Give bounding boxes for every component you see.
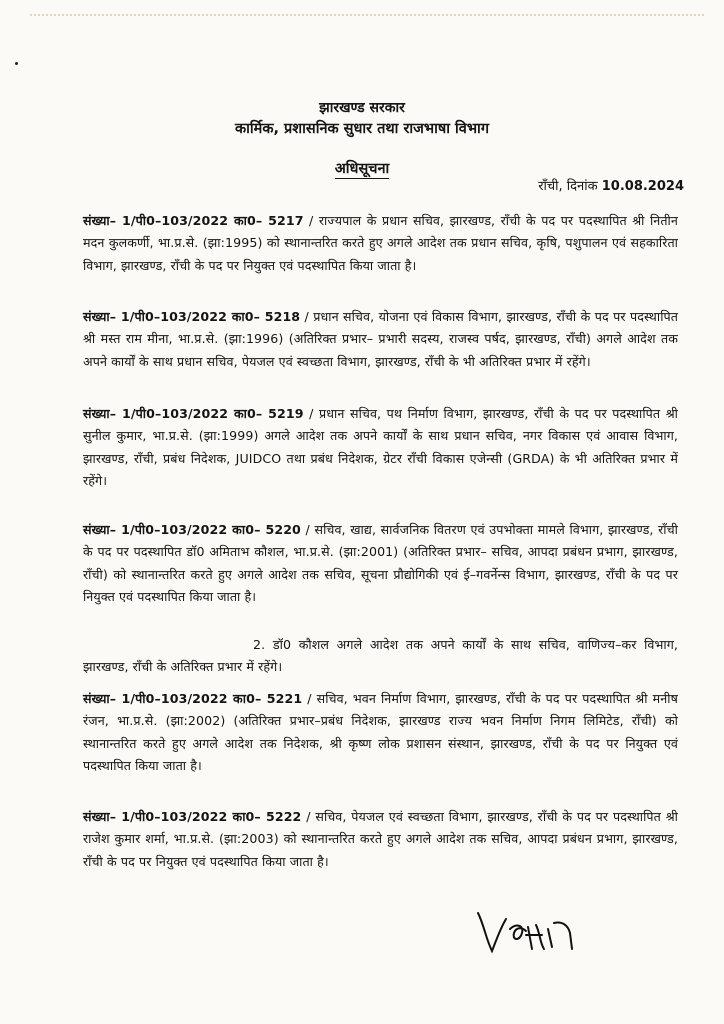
order-paragraph [83,806,678,873]
order-reference: संख्या– 1/पी0–103/2022 का0– 5218 [83,309,301,324]
order-reference: संख्या– 1/पी0–103/2022 का0– 5222 [83,809,302,824]
sub-paragraph: 2. डॉ0 कौशल अगले आदेश तक अपने कार्यों के साथ सचिव, वाणिज्य–कर विभाग, झारखण्ड, राँची के अतिरिक्त प्रभार में रहेंगे। [83,637,678,675]
date-line [538,176,684,194]
department-heading: कार्मिक, प्रशासनिक सुधार तथा राजभाषा विभाग [235,121,489,137]
order-reference: संख्या– 1/पी0–103/2022 का0– 5220 [83,522,301,537]
order-paragraph [83,306,678,373]
order-text: / प्रधान सचिव, योजना एवं विकास विभाग, झारखण्ड, राँची के पद पर पदस्थापित श्री मस्त राम मीना, भा.प्र.से. (झा:1996) (अतिरिक्त प्रभार– प्रभारी सदस्य, राजस्व पर्षद, झारखण्ड, राँची) अगले आदेश तक अपने कार्यों के साथ प्रधान सचिव, पेयजल एवं स्वच्छता विभाग, झारखण्ड, राँची के भी अतिरिक्त प्रभार में रहेंगे। [83,309,678,369]
notification-title [0,158,724,178]
handwritten-signature [470,905,580,960]
order-text: / सचिव, भवन निर्माण विभाग, झारखण्ड, राँची के पद पर पदस्थापित श्री मनीष रंजन, भा.प्र.से. (झा:2002) (अतिरिक्त प्रभार–प्रबंध निदेशक, झारखण्ड राज्य भवन निर्माण निगम लिमिटेड, राँची) को स्थानान्तरित करते हुए अगले आदेश तक निदेशक, श्री कृष्ण लोक प्रशासन संस्थान, झारखण्ड, राँची के पद पर नियुक्त एवं पदस्थापित किया जाता है। [83,691,678,774]
order-reference: संख्या– 1/पी0–103/2022 का0– 5219 [83,406,304,421]
order-paragraph [83,210,678,277]
order-paragraph [83,403,678,493]
order-text: / प्रधान सचिव, पथ निर्माण विभाग, झारखण्ड, राँची के पद पर पदस्थापित श्री सुनील कुमार, भा.प्र.से. (झा:1999) अगले आदेश तक अपने कार्यों के साथ प्रधान सचिव, नगर विकास एवं आवास विभाग, झारखण्ड, राँची, प्रबंध निदेशक, JUIDCO तथा प्रबंध निदेशक, ग्रेटर राँची विकास एजेन्सी (GRDA) के भी अतिरिक्त प्रभार में रहेंगे। [83,406,678,489]
order-reference: संख्या– 1/पी0–103/2022 का0– 5221 [83,691,303,706]
government-heading: झारखण्ड सरकार [319,100,405,116]
order-text: / राज्यपाल के प्रधान सचिव, झारखण्ड, राँची के पद पर पदस्थापित श्री नितीन मदन कुलकर्णी, भा.प्र.से. (झा:1995) को स्थानान्तरित करते हुए अगले आदेश तक प्रधान सचिव, कृषि, पशुपालन एवं सहकारिता विभाग, झारखण्ड, राँची के पद पर नियुक्त एवं पदस्थापित किया जाता है। [83,213,678,273]
scan-top-border [30,14,704,19]
notification-title-text: अधिसूचना [334,161,390,177]
order-paragraph [83,688,678,778]
order-text: / सचिव, पेयजल एवं स्वच्छता विभाग, झारखण्ड, राँची के पद पर पदस्थापित श्री राजेश कुमार शर्मा, भा.प्र.से. (झा:2003) को स्थानान्तरित करते हुए अगले आदेश तक सचिव, आपदा प्रबंधन प्रभाग, झारखण्ड, राँची के पद पर नियुक्त एवं पदस्थापित किया जाता है। [83,809,678,869]
date-place: राँची, दिनांक [538,179,598,194]
order-text: / सचिव, खाद्य, सार्वजनिक वितरण एवं उपभोक्ता मामले विभाग, झारखण्ड, राँची के पद पर पदस्थापित डॉ0 अमिताभ कौशल, भा.प्र.से. (झा:2001) (अतिरिक्त प्रभार– सचिव, आपदा प्रबंधन प्रभाग, झारखण्ड, राँची) को स्थानान्तरित करते हुए अगले आदेश तक सचिव, सूचना प्रौद्योगिकी एवं ई–गवर्नेन्स विभाग, झारखण्ड, राँची के पद पर नियुक्त एवं पदस्थापित किया जाता है। [83,522,678,605]
order-reference: संख्या– 1/पी0–103/2022 का0– 5217 [83,213,304,228]
scan-dot-mark [15,62,18,65]
order-paragraph [83,519,678,609]
date-value: 10.08.2024 [601,179,684,194]
